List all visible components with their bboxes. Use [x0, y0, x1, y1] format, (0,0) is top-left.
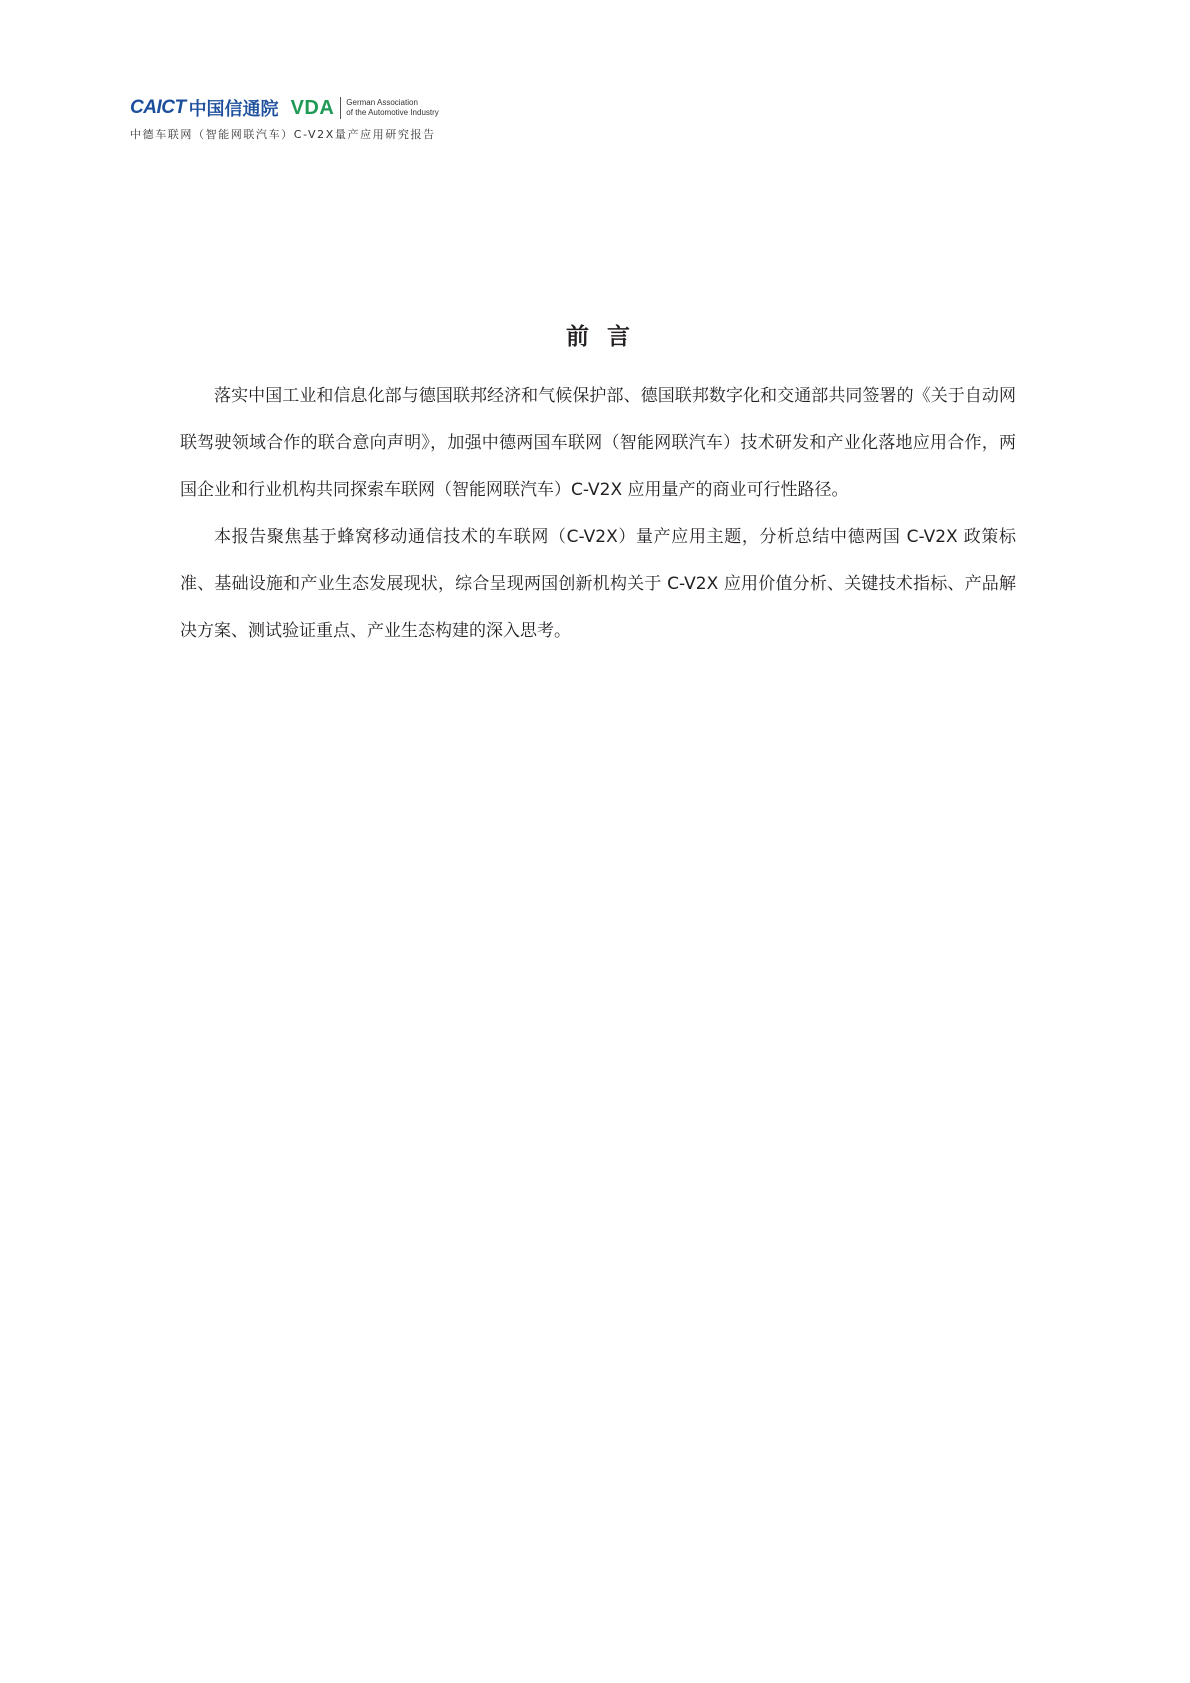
report-title: 中德车联网（智能网联汽车）C-V2X量产应用研究报告: [130, 128, 436, 141]
vda-logo: VDA: [290, 96, 335, 119]
preface-section: [180, 318, 1016, 655]
vda-description-line2: of the Automotive Industry: [346, 108, 439, 117]
page-title: 前言: [566, 324, 648, 350]
logo-row: [130, 96, 470, 120]
caict-logo: CAICT: [130, 97, 186, 118]
page-header: [130, 96, 470, 142]
logo-divider: [340, 97, 341, 119]
caict-chinese-name: 中国信通院: [188, 99, 279, 120]
vda-description: [346, 98, 439, 118]
paragraph-2: 本报告聚焦基于蜂窝移动通信技术的车联网（C-V2X）量产应用主题，分析总结中德两国 C-V2X 政策标准、基础设施和产业生态发展现状，综合呈现两国创新机构关于 C-V2X 应用价值分析、关键技术指标、产品解决方案、测试验证重点、产业生态构建的深入思考。: [180, 527, 1016, 641]
vda-description-line1: German Association: [346, 98, 418, 107]
paragraph-1: 落实中国工业和信息化部与德国联邦经济和气候保护部、德国联邦数字化和交通部共同签署的《关于自动网联驾驶领域合作的联合意向声明》，加强中德两国车联网（智能网联汽车）技术研发和产业化落地应用合作，两国企业和行业机构共同探索车联网（智能网联汽车）C-V2X 应用量产的商业可行性路径。: [180, 386, 1016, 500]
